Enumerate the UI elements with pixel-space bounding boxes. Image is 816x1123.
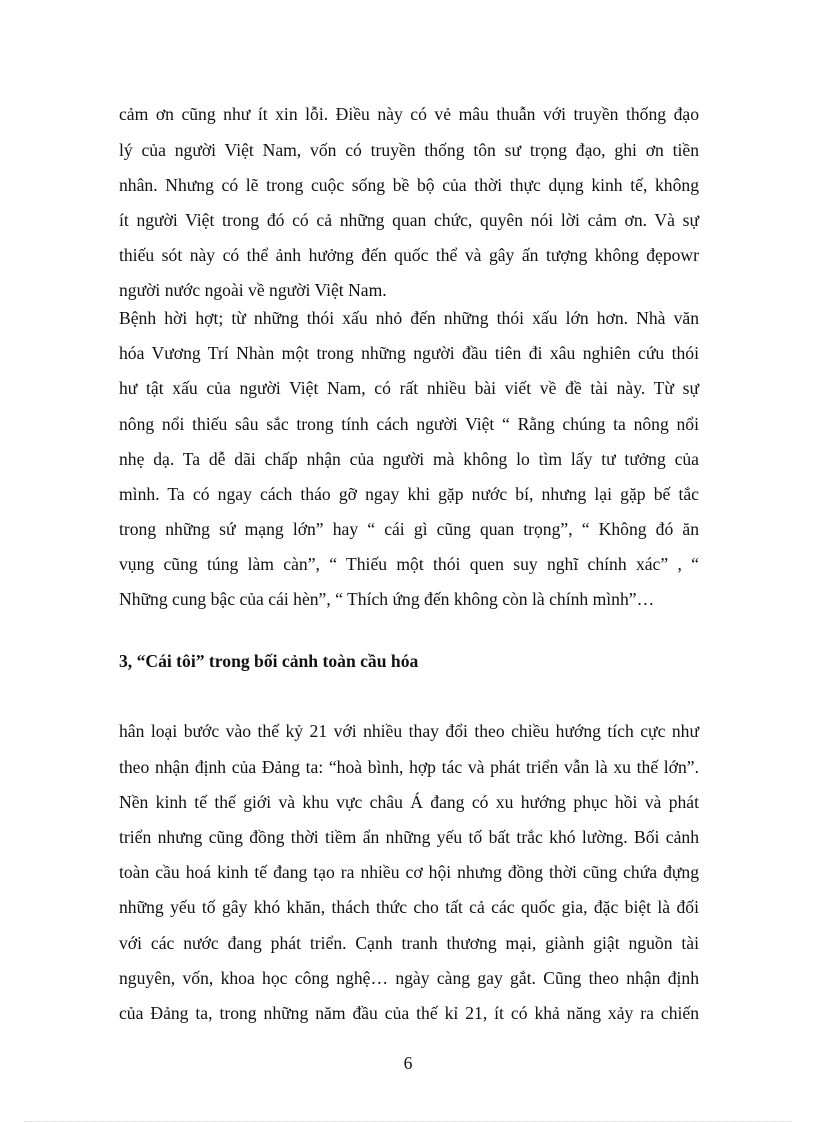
paragraph-2-line-9: Những cung bậc của cái hèn”, “ Thích ứng đến không còn là chính mình”… [119,589,655,609]
paragraph-1-line-4: ít người Việt trong đó có cả những quan chức, quyên nói lời cảm ơn. Và sự [119,210,699,230]
paragraph-1-line-6: người nước ngoài về người Việt Nam. [119,280,387,300]
paragraph-3-line-4: triển nhưng cũng đồng thời tiềm ẩn những yếu tố bất trắc khó lường. Bối cảnh [119,827,699,847]
paragraph-3-line-1: hân loại bước vào thế kỷ 21 với nhiều thay đổi theo chiều hướng tích cực như [119,721,699,741]
paragraph-3-line-8: nguyên, vốn, khoa học công nghệ… ngày càng gay gắt. Cũng theo nhận định [119,968,699,988]
paragraph-1-line-5: thiếu sót này có thể ảnh hưởng đến quốc thể và gây ấn tượng không đẹpowr [119,245,699,265]
paragraph-2-line-3: hư tật xấu của người Việt Nam, có rất nhiều bài viết về đề tài này. Từ sự [119,378,699,398]
paragraph-2-line-7: trong những sứ mạng lớn” hay “ cái gì cũng quan trọng”, “ Không đó ăn [119,519,699,539]
paragraph-2-line-1: Bệnh hời hợt; từ những thói xấu nhỏ đến những thói xấu lớn hơn. Nhà văn [119,308,699,328]
page-number: 6 [403,1053,413,1073]
paragraph-3-line-7: với các nước đang phát triển. Cạnh tranh thương mại, giành giật nguồn tài [119,933,699,953]
paragraph-3-line-2: theo nhận định của Đảng ta: “hoà bình, hợp tác và phát triển vẫn là xu thế lớn”. [119,757,699,777]
paragraph-1-line-3: nhân. Nhưng có lẽ trong cuộc sống bề bộ của thời thực dụng kinh tế, không [119,175,699,195]
page-bottom-rule [24,1121,792,1122]
paragraph-2-line-6: mình. Ta có ngay cách tháo gỡ ngay khi gặp nước bí, nhưng lại gặp bế tắc [119,484,699,504]
paragraph-2-line-8: vụng cũng túng làm càn”, “ Thiếu một thói quen suy nghĩ chính xác” , “ [119,554,699,574]
paragraph-3-line-3: Nền kinh tế thế giới và khu vực châu Á đang có xu hướng phục hồi và phát [119,792,699,812]
paragraph-2-line-4: nông nổi thiếu sâu sắc trong tính cách người Việt “ Rằng chúng ta nông nổi [119,414,699,434]
paragraph-2-line-2: hóa Vương Trí Nhàn một trong những người đầu tiên đi xâu nghiên cứu thói [119,343,699,363]
paragraph-3-line-5: toàn cầu hoá kinh tế đang tạo ra nhiều cơ hội nhưng đồng thời cũng chứa đựng [119,862,699,882]
section-heading: 3, “Cái tôi” trong bối cảnh toàn cầu hóa [119,651,419,671]
paragraph-1-line-1: cảm ơn cũng như ít xin lỗi. Điều này có vẻ mâu thuẫn với truyền thống đạo [119,104,699,124]
paragraph-2-line-5: nhẹ dạ. Ta dễ dãi chấp nhận của người mà không lo tìm lấy tư tưởng của [119,449,699,469]
paragraph-3-line-9: của Đảng ta, trong những năm đầu của thế kỉ 21, ít có khả năng xảy ra chiến [119,1003,699,1023]
paragraph-3-line-6: những yếu tố gây khó khăn, thách thức cho tất cả các quốc gia, đặc biệt là đối [119,897,699,917]
paragraph-1-line-2: lý của người Việt Nam, vốn có truyền thống tôn sư trọng đạo, ghi ơn tiền [119,140,699,160]
